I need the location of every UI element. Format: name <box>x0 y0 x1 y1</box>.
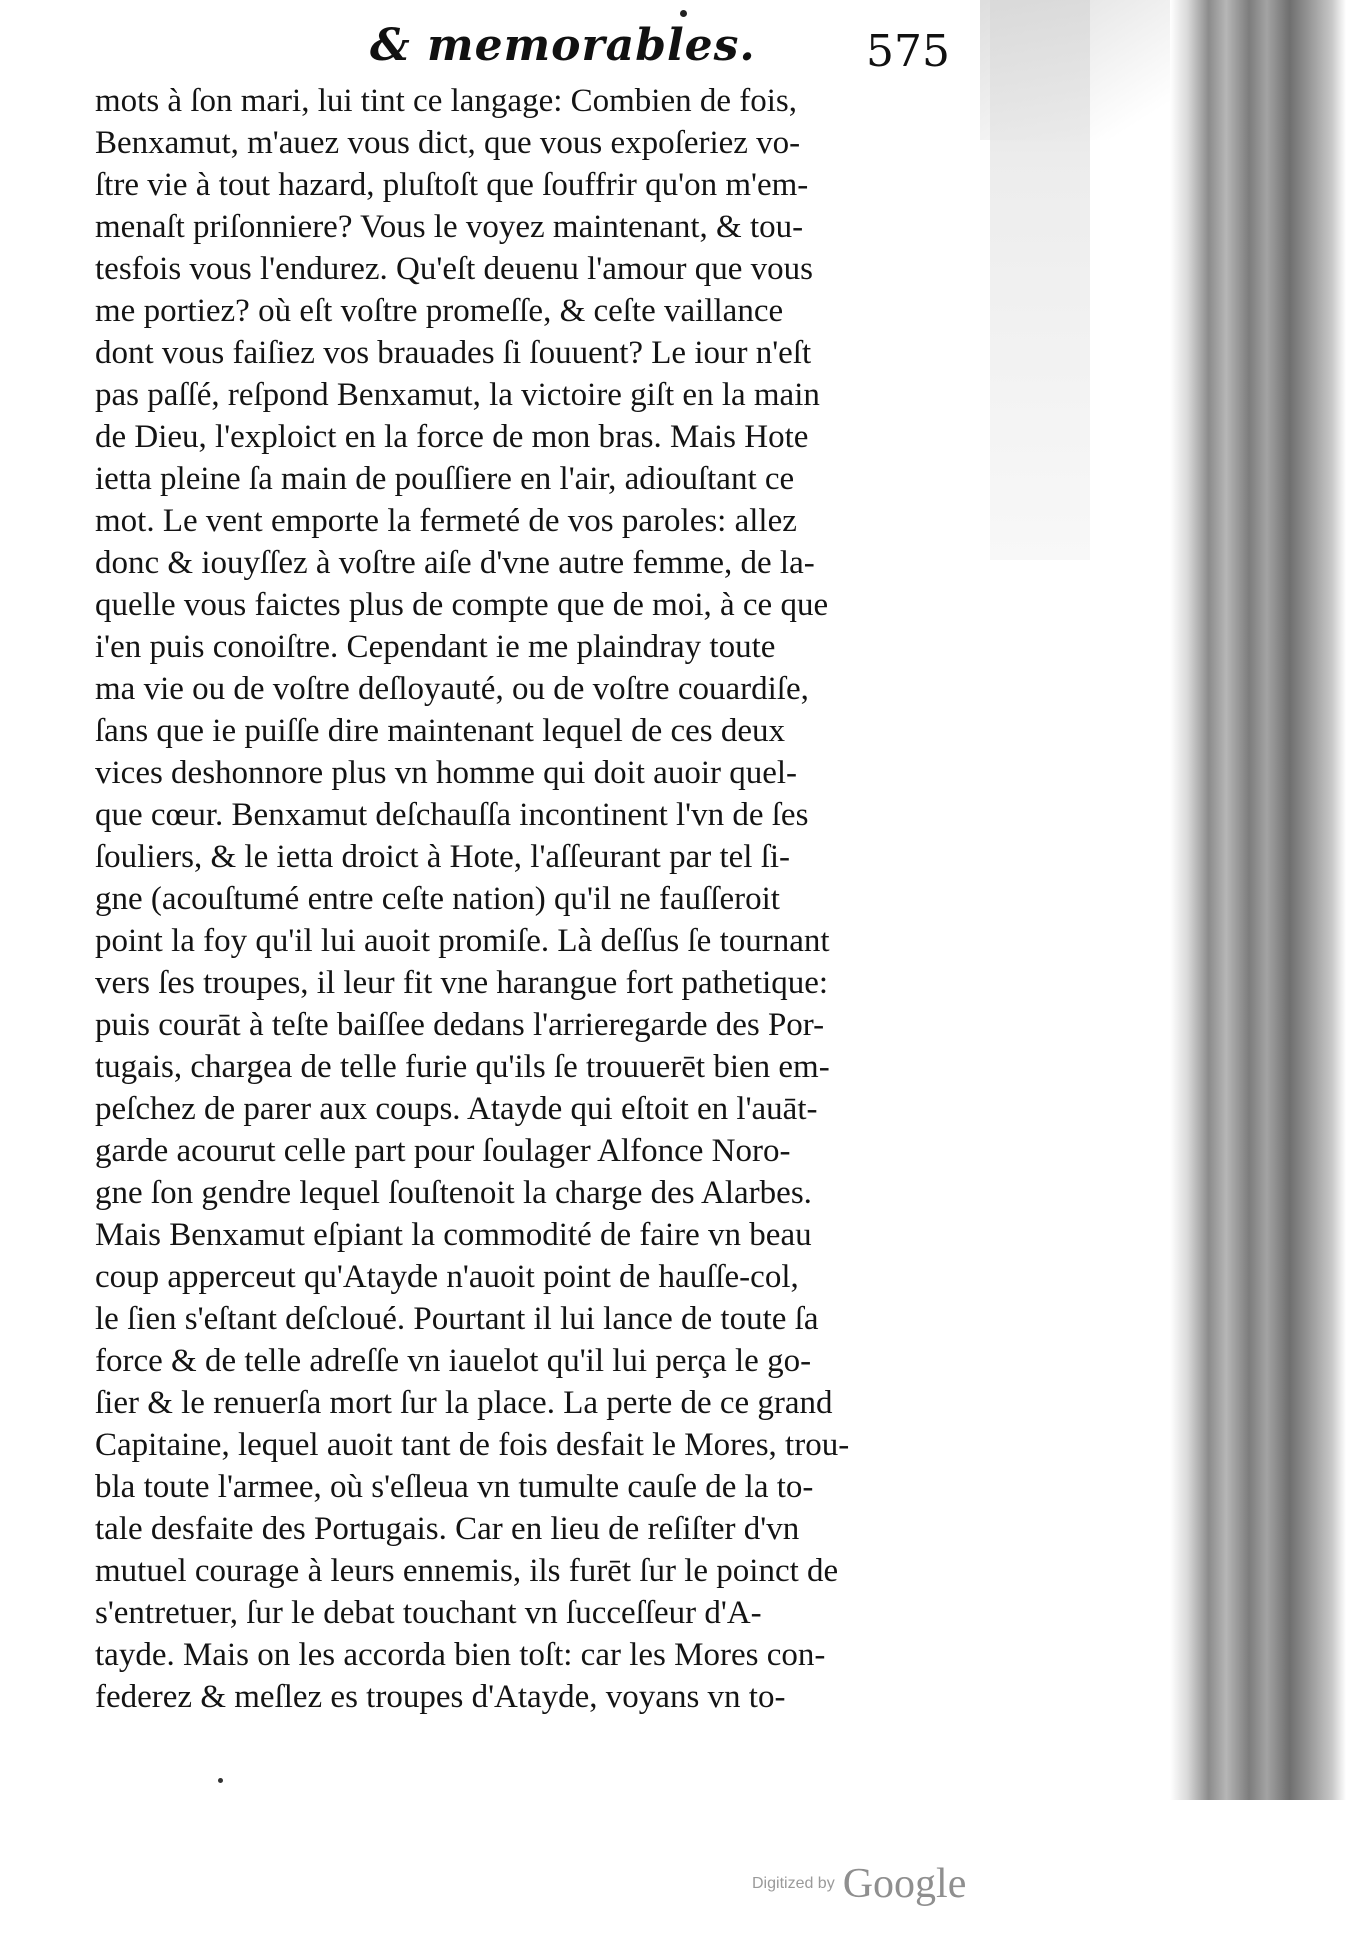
text-line: donc & iouyſſez à voſtre aiſe d'vne autre femme, de la- <box>95 545 815 581</box>
text-line: i'en puis conoiſtre. Cependant ie me plaindray toute <box>95 629 776 665</box>
text-line: ma vie ou de voſtre deſloyauté, ou de voſtre couardiſe, <box>95 671 809 707</box>
text-line: bla toute l'armee, où s'eſleua vn tumulte cauſe de la to- <box>95 1469 814 1505</box>
text-line: ſouliers, & le ietta droict à Hote, l'aſſeurant par tel ſi- <box>95 839 791 875</box>
text-line: le ſien s'eſtant deſcloué. Pourtant il lui lance de toute ſa <box>95 1301 819 1337</box>
text-line: federez & meſlez es troupes d'Atayde, voyans vn to- <box>95 1679 786 1715</box>
text-line: menaſt priſonniere? Vous le voyez maintenant, & tou- <box>95 209 804 245</box>
page-number: 575 <box>866 26 950 77</box>
digitized-watermark <box>752 1860 966 1908</box>
text-line: Mais Benxamut eſpiant la commodité de faire vn beau <box>95 1217 812 1253</box>
text-line: garde acourut celle part pour ſoulager Alfonce Noro- <box>95 1133 791 1169</box>
text-line: ſans que ie puiſſe dire maintenant lequel de ces deux <box>95 713 786 749</box>
text-line: ietta pleine ſa main de pouſſiere en l'air, adiouſtant ce <box>95 461 795 497</box>
digitized-brand-logo: Google <box>842 1861 967 1907</box>
text-line: me portiez? où eſt voſtre promeſſe, & ceſte vaillance <box>95 293 784 329</box>
text-line: gne ſon gendre lequel ſouſtenoit la charge des Alarbes. <box>95 1175 812 1211</box>
page-edge-shadow <box>990 0 1090 560</box>
text-line: vices deshonnore plus vn homme qui doit auoir quel- <box>95 755 798 791</box>
text-line: ſtre vie à tout hazard, pluſtoſt que ſouffrir qu'on m'em- <box>95 167 809 203</box>
text-line: vers ſes troupes, il leur fit vne harangue fort pathetique: <box>95 965 829 1001</box>
text-line: puis courāt à teſte baiſſee dedans l'arrieregarde des Por- <box>95 1007 825 1043</box>
text-line: quelle vous faictes plus de compte que de moi, à ce que <box>95 587 829 623</box>
body-text <box>95 80 1005 1718</box>
text-line: force & de telle adreſſe vn iauelot qu'il lui perça le go- <box>95 1343 812 1379</box>
text-line: tayde. Mais on les accorda bien toſt: car les Mores con- <box>95 1637 826 1673</box>
text-line: point la foy qu'il lui auoit promiſe. Là deſſus ſe tournant <box>95 923 830 959</box>
ink-speck <box>218 1778 223 1783</box>
text-line: peſchez de parer aux coups. Atayde qui eſtoit en l'auāt- <box>95 1091 818 1127</box>
text-line: Benxamut, m'auez vous dict, que vous expoſeriez vo- <box>95 125 801 161</box>
running-title: & memorables. <box>370 20 756 71</box>
text-line: gne (acouſtumé entre ceſte nation) qu'il ne fauſſeroit <box>95 881 780 917</box>
book-fore-edge <box>1170 0 1346 1800</box>
text-line: que cœur. Benxamut deſchauſſa incontinent l'vn de ſes <box>95 797 809 833</box>
digitized-prefix: Digitized by <box>752 1875 835 1892</box>
text-line: pas paſſé, reſpond Benxamut, la victoire giſt en la main <box>95 377 820 413</box>
text-line: ſier & le renuerſa mort ſur la place. La perte de ce grand <box>95 1385 833 1421</box>
text-line: dont vous faiſiez vos brauades ſi ſouuent? Le iour n'eſt <box>95 335 812 371</box>
text-line: s'entretuer, ſur le debat touchant vn ſucceſſeur d'A- <box>95 1595 762 1631</box>
text-line: tesfois vous l'endurez. Qu'eſt deuenu l'amour que vous <box>95 251 814 287</box>
text-line: mot. Le vent emporte la fermeté de vos paroles: allez <box>95 503 797 539</box>
text-line: mutuel courage à leurs ennemis, ils furēt ſur le poinct de <box>95 1553 839 1589</box>
ink-speck <box>680 10 687 17</box>
text-line: mots à ſon mari, lui tint ce langage: Combien de fois, <box>95 83 798 119</box>
text-line: de Dieu, l'exploict en la force de mon bras. Mais Hote <box>95 419 809 455</box>
text-line: Capitaine, lequel auoit tant de fois desfait le Mores, trou- <box>95 1427 850 1463</box>
text-line: tale desfaite des Portugais. Car en lieu de reſiſter d'vn <box>95 1511 800 1547</box>
text-line: coup apperceut qu'Atayde n'auoit point de hauſſe-col, <box>95 1259 799 1295</box>
text-line: tugais, chargea de telle furie qu'ils ſe trouuerēt bien em- <box>95 1049 830 1085</box>
